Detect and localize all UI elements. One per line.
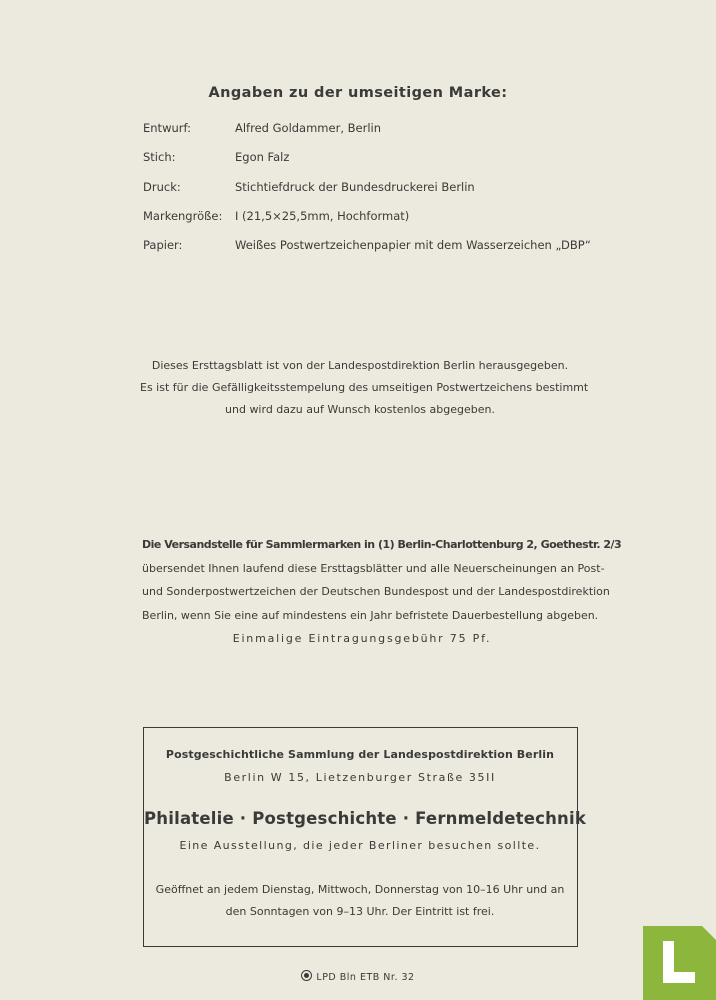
box-address: Berlin W 15, Lietzenburger Straße 35II	[224, 771, 496, 784]
notice-line: und wird dazu auf Wunsch kostenlos abgegeben.	[225, 403, 495, 416]
notice-paragraph	[140, 355, 589, 421]
versand-heading-line: Die Versandstelle für Sammlermarken in (1) Berlin-Charlottenburg 2, Goethestr. 2/3	[142, 538, 622, 551]
box-hours-line-2: den Sonntagen von 9–13 Uhr. Der Eintritt ist frei.	[225, 905, 495, 918]
exhibition-box	[143, 727, 587, 947]
spec-label: Entwurf:	[143, 121, 191, 135]
lastdodo-logo-icon	[643, 926, 716, 1000]
versand-line: Berlin, wenn Sie eine auf mindestens ein Jahr befristete Dauerbestellung abgeben.	[142, 608, 599, 622]
box-hours-line-1: Geöffnet an jedem Dienstag, Mittwoch, Donnerstag von 10–16 Uhr und an	[155, 883, 565, 896]
page-heading: Angaben zu der umseitigen Marke:	[208, 85, 508, 101]
versand-paragraph	[142, 533, 622, 651]
notice-line: Dieses Ersttagsblatt ist von der Landespostdirektion Berlin herausgegeben.	[151, 359, 569, 372]
spec-value: Alfred Goldammer, Berlin	[235, 121, 381, 135]
spec-value: Stichtiefdruck der Bundesdruckerei Berlin	[235, 180, 475, 194]
spec-label: Druck:	[143, 180, 181, 194]
logo-corner	[702, 926, 716, 940]
box-subtitle: Eine Ausstellung, die jeder Berliner besuchen sollte.	[179, 839, 541, 852]
box-title: Philatelie · Postgeschichte · Fernmeldetechnik	[144, 809, 587, 828]
box-institution: Postgeschichtliche Sammlung der Landespostdirektion Berlin	[165, 748, 555, 761]
spec-label: Markengröße:	[143, 209, 223, 223]
logo-letter-foot	[663, 972, 695, 983]
spec-value: Egon Falz	[235, 150, 290, 164]
versand-fee: Einmalige Eintragungsgebühr 75 Pf.	[232, 632, 492, 645]
spec-label: Stich:	[143, 150, 176, 164]
footer-reference	[0, 970, 716, 983]
spec-label: Papier:	[143, 238, 183, 252]
post-emblem-icon	[301, 970, 312, 981]
versand-line: und Sonderpostwertzeichen der Deutschen Bundespost und der Landespostdirektion	[142, 585, 610, 598]
notice-line: Es ist für die Gefälligkeitsstempelung des umseitigen Postwertzeichens bestimmt	[140, 381, 589, 394]
spec-value: Weißes Postwertzeichenpapier mit dem Wasserzeichen „DBP“	[235, 238, 591, 252]
footer-text: LPD Bln ETB Nr. 32	[316, 972, 415, 983]
spec-value: I (21,5×25,5mm, Hochformat)	[235, 209, 410, 223]
versand-line: übersendet Ihnen laufend diese Ersttagsblätter und alle Neuerscheinungen an Post-	[142, 561, 605, 575]
